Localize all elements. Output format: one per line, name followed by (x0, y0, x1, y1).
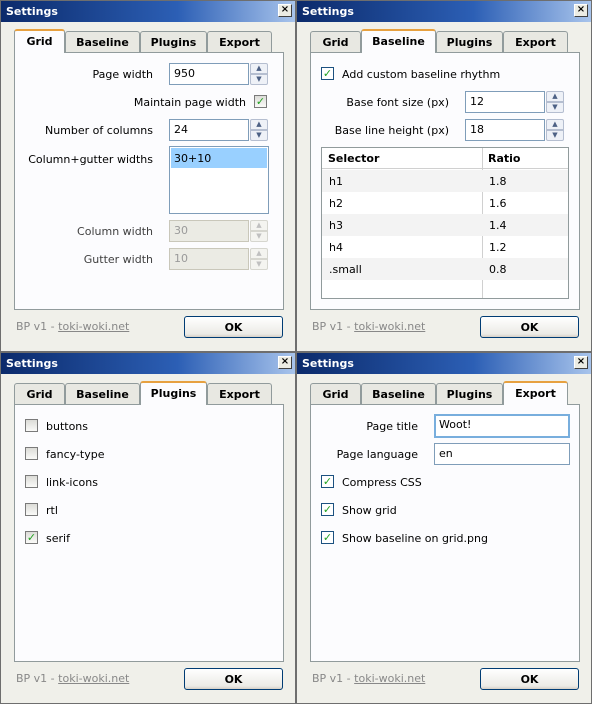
column-gutter-widths-label: Column+gutter widths (28, 153, 153, 166)
tab-export[interactable]: Export (503, 381, 568, 405)
settings-window-plugins (0, 352, 296, 704)
page-width-label: Page width (92, 68, 153, 81)
cell-selector: h2 (329, 197, 343, 210)
column-width-label: Column width (77, 225, 153, 238)
footer-credit (312, 672, 425, 685)
tab-plugins[interactable]: Plugins (140, 31, 207, 52)
selector-ratio-table[interactable] (321, 147, 569, 299)
footer-credit (312, 320, 425, 333)
gutter-width-spinner[interactable] (250, 248, 268, 270)
credit-link[interactable]: toki-woki.net (354, 672, 426, 685)
credit-link[interactable]: toki-woki.net (354, 320, 426, 333)
spin-up-icon[interactable]: ▲ (546, 119, 564, 130)
settings-window-export (296, 352, 592, 704)
base-font-size-input[interactable]: 12 (465, 91, 545, 113)
tab-grid[interactable]: Grid (14, 29, 65, 53)
tab-export[interactable]: Export (503, 31, 568, 52)
settings-window-grid (0, 0, 296, 352)
page-title-input[interactable]: Woot! (434, 414, 570, 438)
title-bar[interactable] (1, 1, 295, 22)
title-bar[interactable] (1, 353, 295, 374)
tab-baseline[interactable]: Baseline (65, 383, 140, 404)
table-row[interactable] (322, 192, 568, 214)
tab-baseline[interactable]: Baseline (65, 31, 140, 52)
show-baseline-label: Show baseline on grid.png (342, 532, 488, 545)
column-header-ratio[interactable]: Ratio (482, 148, 568, 169)
compress-css-label: Compress CSS (342, 476, 422, 489)
version-text: BP v1 - (16, 320, 59, 333)
plugin-checkbox-buttons[interactable] (25, 419, 38, 432)
cell-ratio: 1.4 (489, 219, 507, 232)
maintain-page-width-checkbox[interactable]: ✓ (255, 95, 266, 108)
page-language-label: Page language (336, 448, 418, 461)
table-row[interactable] (322, 236, 568, 258)
cell-selector: h3 (329, 219, 343, 232)
spin-up-icon[interactable]: ▲ (546, 91, 564, 102)
plugin-label-rtl: rtl (46, 504, 58, 517)
show-grid-checkbox[interactable]: ✓ (322, 503, 333, 516)
window-title: Settings (6, 5, 58, 18)
window-title: Settings (6, 357, 58, 370)
compress-css-checkbox[interactable]: ✓ (322, 475, 333, 488)
tab-grid[interactable]: Grid (310, 383, 361, 404)
spin-up-icon[interactable]: ▲ (250, 119, 268, 130)
spin-down-icon[interactable]: ▼ (250, 259, 268, 270)
cell-ratio: 1.8 (489, 175, 507, 188)
base-line-height-label: Base line height (px) (334, 124, 449, 137)
list-item[interactable]: 30+10 (171, 148, 267, 168)
baseline-panel (310, 52, 580, 310)
page-width-spinner[interactable] (250, 63, 268, 85)
footer-credit (16, 672, 129, 685)
plugin-checkbox-fancy-type[interactable] (25, 447, 38, 460)
spin-down-icon[interactable]: ▼ (250, 231, 268, 242)
number-of-columns-spinner[interactable] (250, 119, 268, 141)
spin-down-icon[interactable]: ▼ (546, 102, 564, 113)
window-title: Settings (302, 357, 354, 370)
show-baseline-checkbox[interactable]: ✓ (322, 531, 333, 544)
base-line-height-input[interactable]: 18 (465, 119, 545, 141)
title-bar[interactable] (297, 353, 591, 374)
cell-ratio: 0.8 (489, 263, 507, 276)
table-row[interactable] (322, 258, 568, 280)
table-row[interactable] (322, 170, 568, 192)
export-panel (310, 404, 580, 662)
base-line-height-spinner[interactable] (546, 119, 564, 141)
number-of-columns-label: Number of columns (44, 124, 153, 137)
tab-plugins[interactable]: Plugins (436, 31, 503, 52)
title-bar[interactable] (297, 1, 591, 22)
plugin-label-serif: serif (46, 532, 70, 545)
plugin-label-link-icons: link-icons (46, 476, 98, 489)
version-text: BP v1 - (312, 672, 355, 685)
plugin-checkbox-link-icons[interactable] (25, 475, 38, 488)
column-header-selector[interactable]: Selector (322, 148, 482, 169)
tab-baseline[interactable]: Baseline (361, 29, 436, 53)
column-gutter-widths-list[interactable] (169, 146, 269, 214)
table-row[interactable] (322, 214, 568, 236)
plugin-checkbox-rtl[interactable] (25, 503, 38, 516)
add-baseline-checkbox[interactable]: ✓ (322, 67, 333, 80)
close-icon[interactable]: × (574, 356, 588, 369)
close-icon[interactable]: × (574, 4, 588, 17)
spin-up-icon[interactable]: ▲ (250, 220, 268, 231)
plugin-label-buttons: buttons (46, 420, 89, 433)
maintain-page-width-label: Maintain page width (133, 96, 246, 109)
cell-selector: h1 (329, 175, 343, 188)
tab-baseline[interactable]: Baseline (361, 383, 436, 404)
page-language-input[interactable]: en (434, 443, 570, 465)
show-grid-label: Show grid (342, 504, 397, 517)
ok-button[interactable]: OK (184, 316, 283, 338)
cell-ratio: 1.6 (489, 197, 507, 210)
ok-button[interactable]: OK (480, 316, 579, 338)
ok-button[interactable]: OK (184, 668, 283, 690)
tab-plugins[interactable]: Plugins (436, 383, 503, 404)
page-title-label: Page title (366, 420, 418, 433)
gutter-width-label: Gutter width (83, 253, 153, 266)
spin-down-icon[interactable]: ▼ (250, 74, 268, 85)
tab-export[interactable]: Export (207, 31, 272, 52)
plugin-label-fancy-type: fancy-type (46, 448, 105, 461)
cell-selector: .small (329, 263, 362, 276)
version-text: BP v1 - (16, 672, 59, 685)
close-icon[interactable]: × (278, 4, 292, 17)
gutter-width-input[interactable]: 10 (169, 248, 249, 270)
page-width-input[interactable]: 950 (169, 63, 249, 85)
tab-export[interactable]: Export (207, 383, 272, 404)
ok-button[interactable]: OK (480, 668, 579, 690)
spin-up-icon[interactable]: ▲ (250, 63, 268, 74)
footer-credit (16, 320, 129, 333)
tab-grid[interactable]: Grid (14, 383, 65, 404)
base-font-size-spinner[interactable] (546, 91, 564, 113)
tab-grid[interactable]: Grid (310, 31, 361, 52)
spin-down-icon[interactable]: ▼ (546, 130, 564, 141)
column-width-input[interactable]: 30 (169, 220, 249, 242)
cell-ratio: 1.2 (489, 241, 507, 254)
column-width-spinner[interactable] (250, 220, 268, 242)
tab-plugins[interactable]: Plugins (140, 381, 207, 405)
credit-link[interactable]: toki-woki.net (58, 672, 130, 685)
cell-selector: h4 (329, 241, 343, 254)
credit-link[interactable]: toki-woki.net (58, 320, 130, 333)
spin-up-icon[interactable]: ▲ (250, 248, 268, 259)
version-text: BP v1 - (312, 320, 355, 333)
base-font-size-label: Base font size (px) (346, 96, 449, 109)
plugin-checkbox-serif[interactable]: ✓ (26, 531, 37, 544)
close-icon[interactable]: × (278, 356, 292, 369)
settings-window-baseline (296, 0, 592, 352)
grid-panel (14, 52, 284, 310)
number-of-columns-input[interactable]: 24 (169, 119, 249, 141)
window-title: Settings (302, 5, 354, 18)
plugins-panel (14, 404, 284, 662)
add-baseline-label: Add custom baseline rhythm (342, 68, 501, 81)
spin-down-icon[interactable]: ▼ (250, 130, 268, 141)
